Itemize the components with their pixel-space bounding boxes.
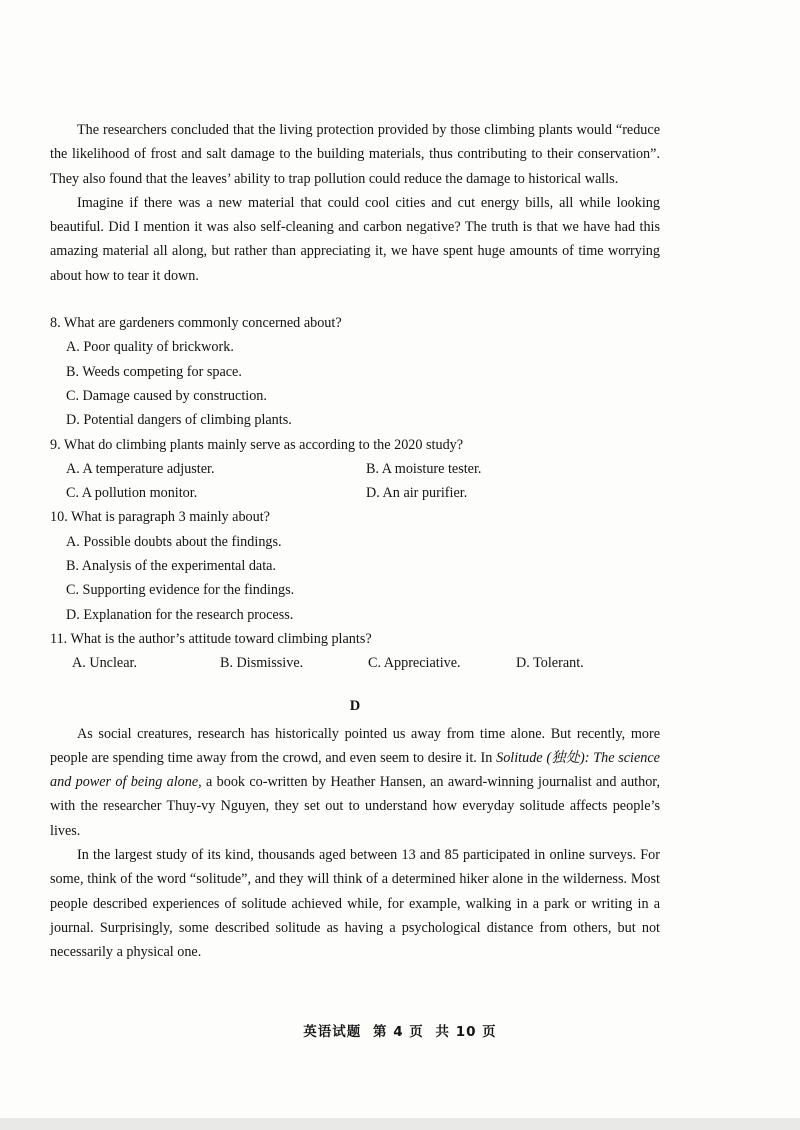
question-10-option-d: D. Explanation for the research process. [66, 606, 294, 623]
question-9-option-b: B. A moisture tester. [366, 460, 482, 477]
question-8-option-d: D. Potential dangers of climbing plants. [66, 412, 292, 429]
question-10-option-c: C. Supporting evidence for the findings. [66, 582, 295, 599]
footer-page-number: 第 4 页 [373, 1024, 424, 1040]
question-9-options-row-2 [50, 481, 660, 505]
question-9-options-row-1 [50, 457, 660, 481]
question-9-stem: 9. What do climbing plants mainly serve as according to the 2020 study? [50, 436, 464, 453]
page-footer [0, 1020, 800, 1040]
question-8 [50, 311, 660, 432]
question-8-option-a: A. Poor quality of brickwork. [66, 339, 234, 356]
question-8-option-b: B. Weeds competing for space. [66, 363, 242, 380]
question-9-option-c: C. A pollution monitor. [66, 485, 198, 502]
question-9 [50, 433, 660, 506]
passage-d-p1-end: , a book co-written by Heather Hansen, an award-winning journalist and author, with the researcher Thuy-vy Nguyen, they set out to understand how everyday solitude affects people’s lives. [50, 774, 661, 839]
scan-edge [0, 1118, 800, 1130]
footer-subject: 英语试题 [303, 1024, 362, 1040]
book-title: Solitude (独处): The science and power of being alone [50, 749, 660, 791]
question-11-option-c: C. Appreciative. [368, 655, 461, 672]
passage-d-paragraph-1 [50, 722, 660, 843]
question-8-option-c: C. Damage caused by construction. [66, 387, 267, 404]
question-10-option-b: B. Analysis of the experimental data. [66, 558, 276, 575]
question-9-option-d: D. An air purifier. [366, 485, 468, 502]
question-11 [50, 627, 660, 676]
passage-d-paragraph-2: In the largest study of its kind, thousands aged between 13 and 85 participated in online surveys. For some, think of the word “solitude”, and they will think of a determined hiker alone in the wilderness. Most people described experiences of solitude achieved while, for example, walking in a park or writing in a journal. Surprisingly, some described solitude as having a psychological distance from others, but not necessarily a physical one. [50, 847, 660, 961]
question-10-option-a: A. Possible doubts about the findings. [66, 533, 282, 550]
question-8-stem: 8. What are gardeners commonly concerned about? [50, 315, 342, 332]
question-11-stem: 11. What is the author’s attitude toward climbing plants? [50, 630, 372, 647]
question-list [50, 311, 660, 675]
question-9-option-a: A. A temperature adjuster. [66, 460, 215, 477]
page-content [50, 118, 660, 965]
passage-c-paragraph-2: Imagine if there was a new material that could cool cities and cut energy bills, all while looking beautiful. Did I mention it was also self-cleaning and carbon negative? The truth is that we have had this amazing material all along, but rather than appreciating it, we have spent huge amounts of time worrying about how to tear it down. [50, 194, 660, 284]
question-11-option-d: D. Tolerant. [516, 655, 584, 672]
section-d-heading: D [349, 697, 361, 714]
question-10 [50, 505, 660, 626]
question-11-options-row [50, 651, 660, 675]
footer-total-pages: 共 10 页 [435, 1024, 497, 1040]
question-10-stem: 10. What is paragraph 3 mainly about? [50, 509, 270, 526]
question-11-option-a: A. Unclear. [72, 655, 137, 672]
passage-c-paragraph-1: The researchers concluded that the living protection provided by those climbing plants would “reduce the likelihood of frost and salt damage to the building materials, thus contributing to their conservation”. They also found that the leaves’ ability to trap pollution could reduce the damage to historical walls. [50, 122, 660, 187]
question-11-option-b: B. Dismissive. [220, 655, 304, 672]
passage-d-p1-start: As social creatures, research has historically pointed us away from time alone. But recently, more people are spending time away from the crowd, and even seem to desire it. In [50, 725, 660, 766]
